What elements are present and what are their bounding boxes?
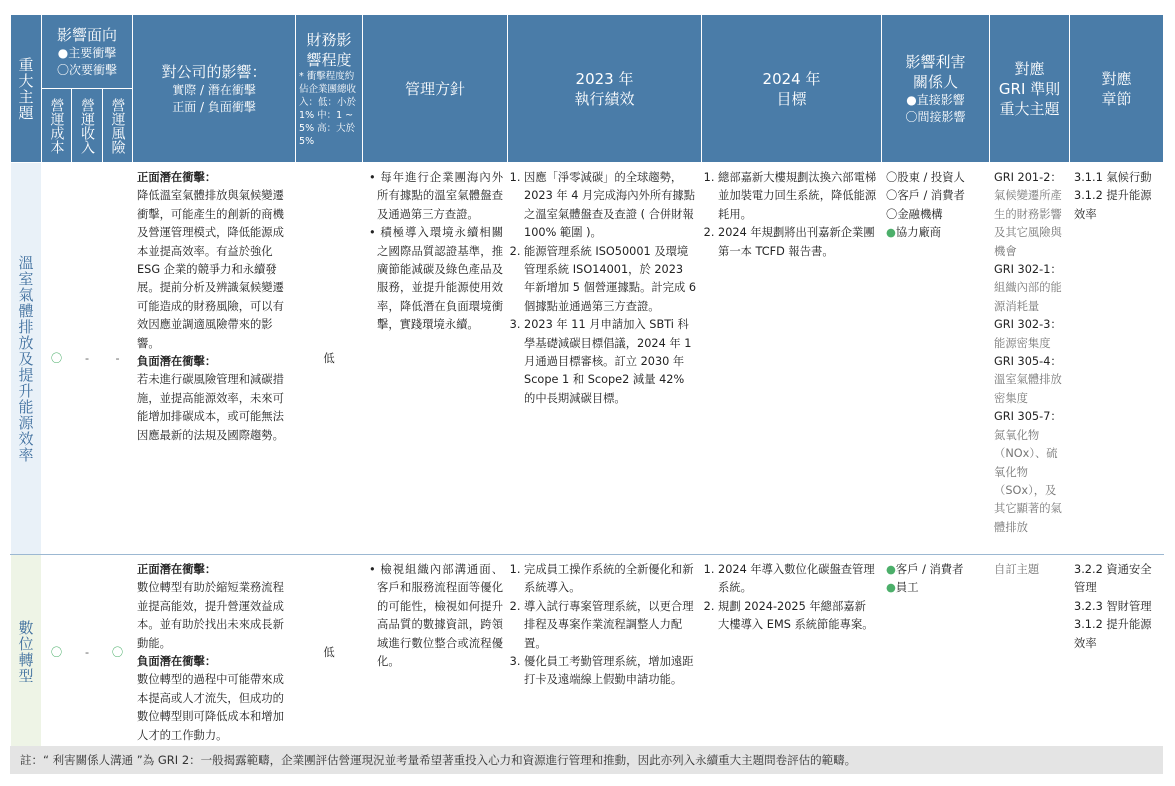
performance-cell [508,555,702,750]
target-cell [702,555,882,750]
list-item: 2. 規劃 2024-2025 年總部嘉新大樓導入 EMS 系統節能專案。 [718,598,877,635]
header-gri: 對應 GRI 準則 重大主題 [990,15,1070,163]
mark-risk: - [103,163,133,555]
list-item: 1. 完成員工操作系統的全新優化和新系統導入。 [524,561,697,598]
company-impact-cell: 正面潛在衝擊： 降低溫室氣體排放與氣候變遷衝擊，可能產生的創新的商機及營運管理模式，降低能源成本並提高效率。有益於強化 ESG 企業的競爭力和永續發展。提前分析及辨識氣候變遷可能造成的財務風險，可以有效因應並調適風險帶來的影響。 負面潛在衝擊： 若未進行碳風險管理和減碳措施，並提高能源效率，未來可能增加排碳成本，或可能無法因應最新的法規及國際趨勢。 [133,163,296,555]
financial-level: 低 [296,555,363,750]
mark-cost: 〇 [42,163,72,555]
stakeholder-cell [882,555,990,750]
table-row [11,163,1164,555]
policy-cell [363,163,508,555]
header-policy: 管理方針 [363,15,508,163]
header-company-impact: 對公司的影響： 實際 / 潛在衝擊 正面 / 負面衝擊 [133,15,296,163]
header-performance: 2023 年 執行績效 [508,15,702,163]
list-item: • 檢視組織內部溝通面、客戶和服務流程面等優化的可能性，檢視如何提升高品質的數據資訊，跨領域進行數位整合或流程優化。 [369,563,504,669]
list-item: 1. 總部嘉新大樓規劃汰換六部電梯並加裝電力回生系統，降低能源耗用。 [718,169,877,224]
chapter-item: 3.1.2 提升能源效率 [1074,618,1152,650]
gri-cell: GRI 201-2： 氣候變遷所產生的財務影響及其它風險與機會 GRI 302-1： 組織內部的能源消耗量 GRI 302-3： 能源密集度 GRI 305-4： 溫室氣體排放密集度 GRI 305-7： 氮氧化物（NOx）、硫氧化物（SOx），及其它顯著的氣體排放 [990,163,1070,555]
list-item: 1. 因應「淨零減碳」的全球趨勢，2023 年 4 月完成海內外所有據點之溫室氣體盤查及查證 ( 合併財報 100% 範圍 )。 [524,169,697,243]
header-financial: 財務影響程度 * 衝擊程度約佔企業團總收入：低：小於 1% 中：1 ~ 5% 高：大於 5% [296,15,363,163]
header-impact-direction: 影響面向 ●主要衝擊 〇次要衝擊 [42,15,133,89]
stakeholder-item: 〇金融機構 [886,207,943,221]
topic-cell: 數位轉型 [11,555,42,750]
stakeholder-item: 〇股東 / 投資人 [886,171,965,184]
chapter-cell [1070,555,1164,750]
stakeholder-item: ●客戶 / 消費者 [886,563,964,576]
chapter-item: 3.1.2 提升能源效率 [1074,189,1152,221]
performance-cell [508,163,702,555]
mark-cost: 〇 [42,555,72,750]
table-row [11,555,1164,750]
chapter-item: 3.2.2 資通安全管理 [1074,563,1152,595]
materiality-table [10,14,1164,750]
stakeholder-item: 〇客戶 / 消費者 [886,189,965,203]
chapter-item: 3.1.1 氣候行動 [1074,171,1152,184]
header-cost: 營運成本 [42,89,72,163]
stakeholder-item: ●員工 [886,581,919,595]
list-item: 2. 2024 年規劃將出刊嘉新企業團第一本 TCFD 報告書。 [718,224,877,261]
header-chapter: 對應 章節 [1070,15,1164,163]
list-item: 2. 能源管理系統 ISO50001 及環境管理系統 ISO14001，於 2023 年新增加 5 個營運據點。計完成 6 個據點並通過第三方查證。 [524,243,697,317]
mark-risk: 〇 [103,555,133,750]
mark-revenue: - [72,163,103,555]
list-item: • 積極導入環境永續相關之國際品質認證基準，推廣節能減碳及綠色產品及服務，並提升能源使用效率，降低潛在負面環境衝擊，實踐環境永續。 [369,226,504,332]
list-item: 2. 導入試行專案管理系統，以更合理排程及專案作業流程調整人力配置。 [524,598,697,653]
header-risk: 營運風險 [103,89,133,163]
target-cell [702,163,882,555]
mark-revenue: - [72,555,103,750]
chapter-item: 3.2.3 智財管理 [1074,599,1152,613]
footnote: 註：“ 利害關係人溝通 ”為 GRI 2：一般揭露範疇，企業團評估營運現況並考量希望著重投入心力和資源進行管理和推動，因此亦列入永續重大主題問卷評估的範疇。 [10,746,1163,774]
stakeholder-cell [882,163,990,555]
list-item: 3. 2023 年 11 月申請加入 SBTi 科學基礎減碳目標倡議，2024 年 1 月通過目標審核。訂立 2030 年 Scope 1 和 Scope2 減量 42% 的中長期減碳目標。 [524,316,697,408]
list-item: • 每年進行企業團海內外所有據點的溫室氣體盤查及通過第三方查證。 [369,171,504,221]
company-impact-cell: 正面潛在衝擊： 數位轉型有助於縮短業務流程並提高能效，提升營運效益成本。並有助於找出未來成長新動能。 負面潛在衝擊： 數位轉型的過程中可能帶來成本提高或人才流失，但成功的數位轉型則可降低成本和增加人才的工作動力。 [133,555,296,750]
header-topic: 重大主題 [11,15,42,163]
header-stakeholder: 影響利害 關係人 ●直接影響 〇間接影響 [882,15,990,163]
header-revenue: 營運收入 [72,89,103,163]
topic-cell: 溫室氣體排放及提升能源效率 [11,163,42,555]
list-item: 3. 優化員工考勤管理系統，增加遠距打卡及遠端線上假勤申請功能。 [524,653,697,690]
gri-cell: 自訂主題 [990,555,1070,750]
header-target: 2024 年 目標 [702,15,882,163]
list-item: 1. 2024 年導入數位化碳盤查管理系統。 [718,561,877,598]
financial-level: 低 [296,163,363,555]
chapter-cell [1070,163,1164,555]
stakeholder-item: ●協力廠商 [886,226,942,240]
policy-cell [363,555,508,750]
